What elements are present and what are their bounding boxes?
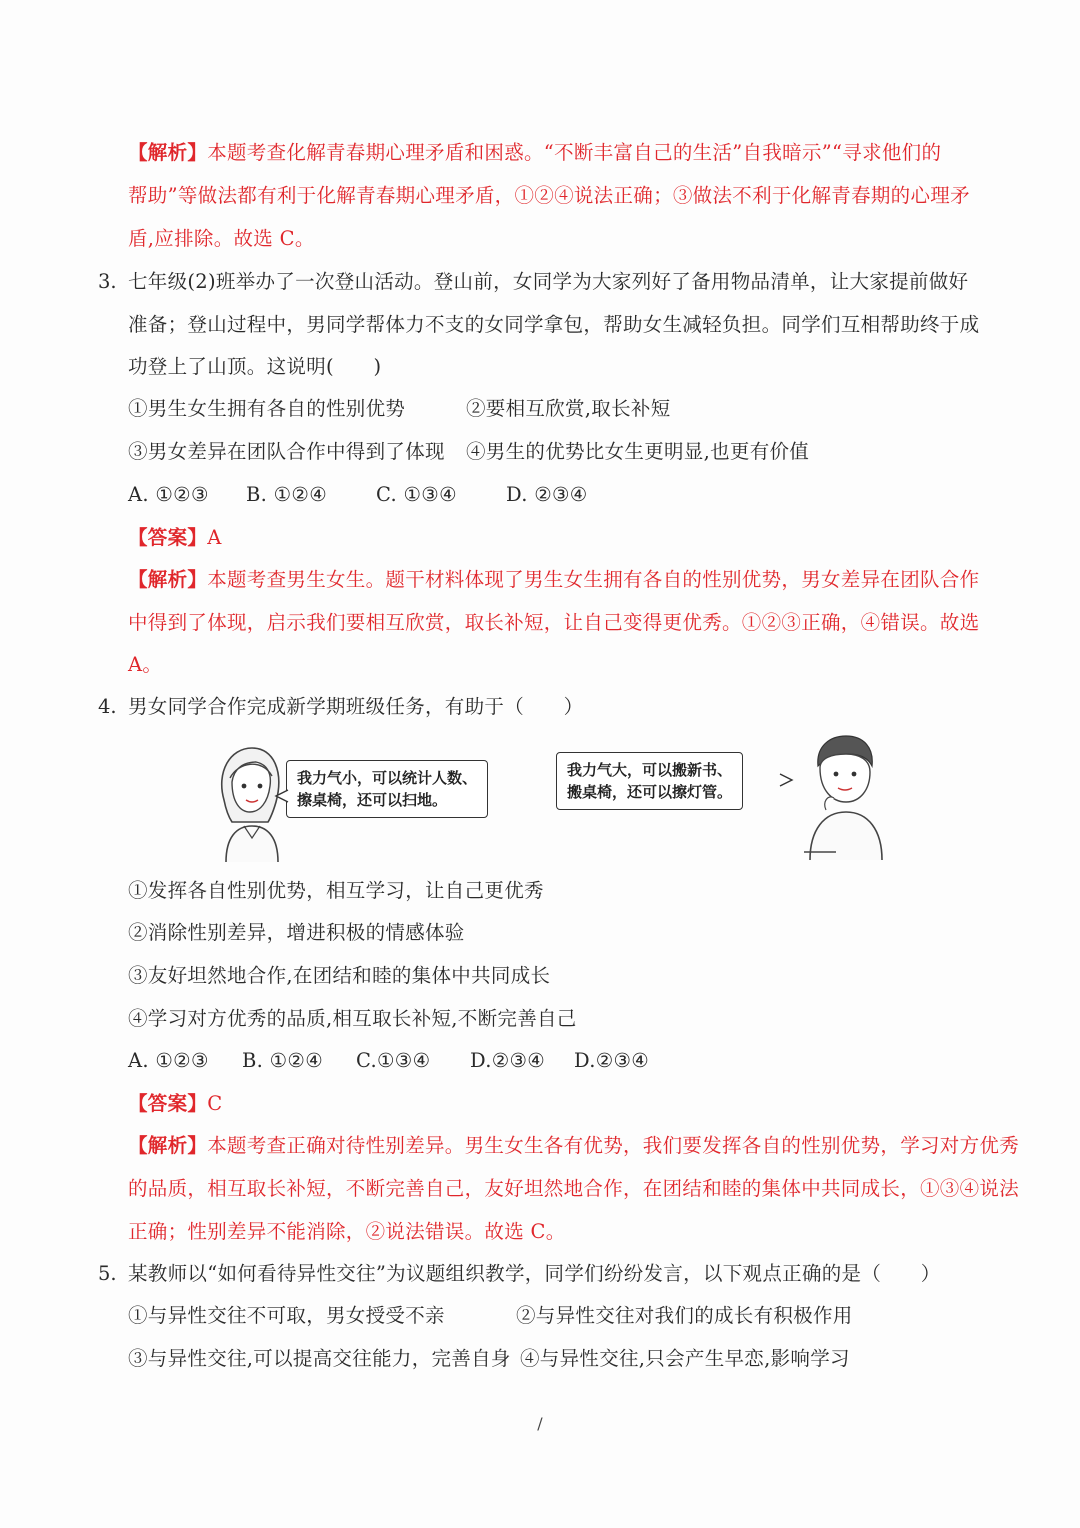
q3-option-a: A. ①②③ [128, 483, 209, 506]
q5-item-4: ④与异性交往,只会产生早恋,影响学习 [520, 1347, 850, 1370]
page-number: / [537, 1414, 543, 1433]
q3-item-3: ③男女差异在团队合作中得到了体现 [128, 440, 445, 463]
q4-illustration [200, 732, 900, 862]
q4-option-c: C.①③④ [356, 1049, 431, 1072]
q3-analysis-line-3: A。 [128, 653, 163, 676]
q5-stem: 某教师以“如何看待异性交往”为议题组织教学，同学们纷纷发言，以下观点正确的是（ ） [128, 1262, 941, 1285]
q4-analysis-tag: 【解析】 [128, 1134, 208, 1157]
q2-analysis-tag: 【解析】 [128, 141, 208, 164]
q3-items-row-2 [128, 438, 988, 466]
q5-items-row-2 [128, 1345, 988, 1373]
q4-answer [128, 1090, 988, 1118]
q4-item-4: ④学习对方优秀的品质,相互取长补短,不断完善自己 [128, 1007, 577, 1030]
girl-speech-bubble [286, 760, 488, 818]
q4-item-3: ③友好坦然地合作,在团结和睦的集体中共同成长 [128, 964, 551, 987]
q3-item-1: ①男生女生拥有各自的性别优势 [128, 397, 406, 420]
q3-option-d: D. ②③④ [506, 483, 588, 506]
q4-analysis-line-1: 【解析】本题考查正确对待性别差异。男生女生各有优势，我们要发挥各自的性别优势，学习对方优秀 [128, 1134, 1020, 1157]
boy-bubble-line-1: 我力气大，可以搬新书、 [567, 761, 733, 779]
q5-item-1: ①与异性交往不可取，男女授受不亲 [128, 1304, 445, 1327]
q4-option-d-duplicate: D.②③④ [574, 1049, 650, 1072]
girl-bubble-line-1: 我力气小，可以统计人数、 [297, 769, 478, 787]
q5-items-row-1 [128, 1302, 988, 1330]
q4-number: 4. [98, 695, 117, 718]
q4-item-1: ①发挥各自性别优势，相互学习，让自己更优秀 [128, 879, 544, 902]
q4-options [128, 1047, 988, 1075]
q3-answer-value: A [207, 526, 222, 549]
q4-stem: 男女同学合作完成新学期班级任务，有助于（ ） [128, 695, 584, 718]
q2-analysis-line-2: 帮助”等做法都有利于化解青春期心理矛盾，①②④说法正确；③做法不利于化解青春期的心理矛 [128, 184, 970, 207]
q4-answer-value: C [207, 1092, 223, 1115]
q3-item-4: ④男生的优势比女生更明显,也更有价值 [466, 440, 810, 463]
q4-option-d: D.②③④ [470, 1049, 546, 1072]
q3-stem-line-3: 功登上了山顶。这说明( ) [128, 355, 382, 378]
q4-item-2: ②消除性别差异，增进积极的情感体验 [128, 921, 465, 944]
q3-answer-tag: 【答案】 [128, 526, 208, 549]
boy-bubble-line-2: 搬桌椅，还可以擦灯管。 [567, 783, 733, 801]
q5-item-2: ②与异性交往对我们的成长有积极作用 [516, 1304, 853, 1327]
q3-number: 3. [98, 270, 117, 293]
q4-analysis-line-2: 的品质，相互取长补短，不断完善自己，友好坦然地合作，在团结和睦的集体中共同成长，①③④说法 [128, 1177, 1020, 1200]
girl-bubble-tail-icon [274, 788, 290, 804]
q3-options [128, 481, 988, 509]
q3-analysis-tag: 【解析】 [128, 568, 208, 591]
q3-analysis-line-2: 中得到了体现，启示我们要相互欣赏，取长补短，让自己变得更优秀。①②③正确，④错误。故选 [128, 611, 980, 634]
q3-item-2: ②要相互欣赏,取长补短 [466, 397, 671, 420]
boy-bubble-tail-icon [778, 772, 794, 788]
q3-stem-line-1: 七年级(2)班举办了一次登山活动。登山前，女同学为大家列好了备用物品清单，让大家提前做好 [128, 270, 969, 293]
q3-answer [128, 524, 988, 552]
q3-items-row-1 [128, 395, 988, 423]
boy-speech-bubble [556, 752, 743, 810]
q5-number: 5. [98, 1262, 117, 1285]
girl-bubble-line-2: 擦桌椅，还可以扫地。 [297, 791, 448, 809]
q3-option-c: C. ①③④ [376, 483, 457, 506]
q5-item-3: ③与异性交往,可以提高交往能力，完善自身 [128, 1347, 511, 1370]
q3-stem-line-2: 准备；登山过程中，男同学帮体力不支的女同学拿包，帮助女生减轻负担。同学们互相帮助终于成 [128, 313, 980, 336]
boy-illustration-icon [796, 732, 892, 860]
q2-analysis-line-3: 盾,应排除。故选 C。 [128, 227, 315, 250]
q4-analysis-line-3: 正确；性别差异不能消除，②说法错误。故选 C。 [128, 1220, 566, 1243]
q2-analysis-line-1: 【解析】本题考查化解青春期心理矛盾和困惑。“不断丰富自己的生活”自我暗示”“寻求他们的 [128, 141, 942, 164]
q3-analysis-line-1: 【解析】本题考查男生女生。题干材料体现了男生女生拥有各自的性别优势，男女差异在团队合作 [128, 568, 980, 591]
q4-option-a: A. ①②③ [128, 1049, 209, 1072]
q4-option-b: B. ①②④ [242, 1049, 323, 1072]
q4-answer-tag: 【答案】 [128, 1092, 208, 1115]
q3-option-b: B. ①②④ [246, 483, 327, 506]
